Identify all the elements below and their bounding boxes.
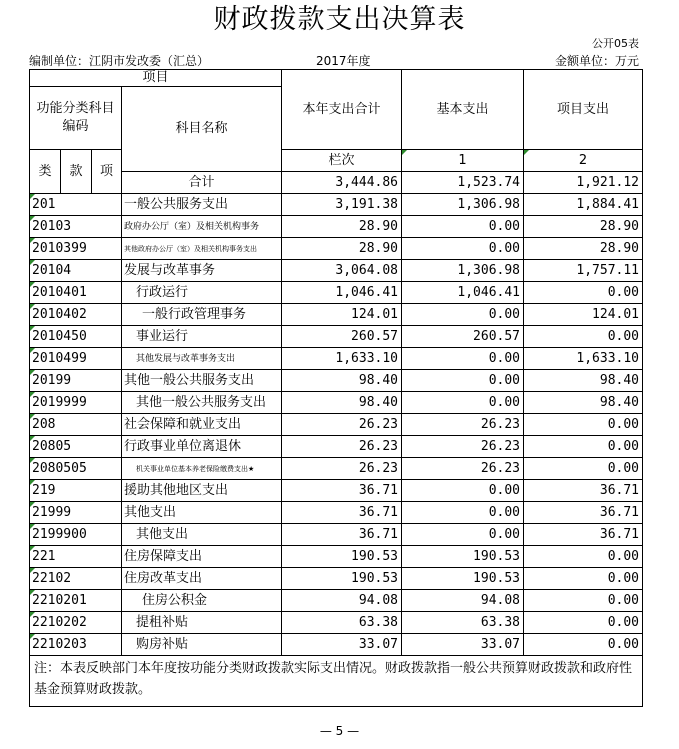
- row-basic: 0.00: [402, 502, 524, 524]
- table-row: [30, 414, 643, 436]
- row-project: 98.40: [524, 370, 643, 392]
- table-row: [30, 612, 643, 634]
- row-total: 26.23: [282, 414, 402, 436]
- table-row: [30, 348, 643, 370]
- row-basic: 0.00: [402, 348, 524, 370]
- row-total: 124.01: [282, 304, 402, 326]
- row-project: 0.00: [524, 612, 643, 634]
- row-name: 购房补贴: [122, 634, 282, 656]
- row-code: 221: [30, 546, 122, 568]
- row-project: 0.00: [524, 568, 643, 590]
- expenditure-table: [29, 69, 643, 707]
- row-basic: 26.23: [402, 436, 524, 458]
- table-row: [30, 392, 643, 414]
- row-total: 26.23: [282, 458, 402, 480]
- row-code: 208: [30, 414, 122, 436]
- table-row: [30, 282, 643, 304]
- row-name: 住房公积金: [122, 590, 282, 612]
- row-basic: 0.00: [402, 216, 524, 238]
- row-code: 2199900: [30, 524, 122, 546]
- row-project: 1,757.11: [524, 260, 643, 282]
- header-xiang: 项: [92, 150, 122, 194]
- row-total: 98.40: [282, 392, 402, 414]
- row-project: 28.90: [524, 238, 643, 260]
- total-label: 合计: [122, 172, 282, 194]
- row-code: 22102: [30, 568, 122, 590]
- row-name: 其他支出: [122, 524, 282, 546]
- row-total: 1,633.10: [282, 348, 402, 370]
- row-total: 190.53: [282, 546, 402, 568]
- page-number: — 5 —: [319, 724, 360, 738]
- row-name: 发展与改革事务: [122, 260, 282, 282]
- row-project: 1,633.10: [524, 348, 643, 370]
- row-basic: 26.23: [402, 414, 524, 436]
- total-basic: 1,523.74: [402, 172, 524, 194]
- row-total: 26.23: [282, 436, 402, 458]
- total-sum: 3,444.86: [282, 172, 402, 194]
- row-name: 机关事业单位基本养老保险缴费支出★: [122, 458, 282, 480]
- reporting-unit: 编制单位：江阴市发改委（汇总）: [29, 54, 210, 68]
- row-name: 其他政府办公厅（室）及相关机构事务支出: [122, 238, 282, 260]
- row-total: 63.38: [282, 612, 402, 634]
- row-project: 0.00: [524, 590, 643, 612]
- row-code: 2010402: [30, 304, 122, 326]
- header-func-code: 功能分类科目编码: [30, 87, 122, 150]
- row-project: 0.00: [524, 546, 643, 568]
- row-basic: 1,046.41: [402, 282, 524, 304]
- table-row: [30, 480, 643, 502]
- row-code: 20104: [30, 260, 122, 282]
- header-col2: 2: [524, 150, 643, 172]
- row-project: 36.71: [524, 502, 643, 524]
- row-basic: 0.00: [402, 480, 524, 502]
- report-title: 财政拨款支出决算表: [213, 4, 466, 35]
- row-total: 98.40: [282, 370, 402, 392]
- table-row: [30, 194, 643, 216]
- header-col1: 1: [402, 150, 524, 172]
- row-total: 190.53: [282, 568, 402, 590]
- row-name: 政府办公厅（室）及相关机构事务: [122, 216, 282, 238]
- row-total: 36.71: [282, 480, 402, 502]
- row-total: 1,046.41: [282, 282, 402, 304]
- header-basic-col: 基本支出: [402, 70, 524, 150]
- row-code: 201: [30, 194, 122, 216]
- row-basic: 260.57: [402, 326, 524, 348]
- row-name: 其他一般公共服务支出: [122, 392, 282, 414]
- table-row: [30, 436, 643, 458]
- table-row: [30, 326, 643, 348]
- row-basic: 190.53: [402, 568, 524, 590]
- table-row: [30, 634, 643, 656]
- row-code: 2019999: [30, 392, 122, 414]
- row-project: 98.40: [524, 392, 643, 414]
- table-row: [30, 370, 643, 392]
- row-basic: 63.38: [402, 612, 524, 634]
- row-name: 提租补贴: [122, 612, 282, 634]
- header-item: 项目: [30, 70, 282, 87]
- row-code: 2010399: [30, 238, 122, 260]
- header-project-col: 项目支出: [524, 70, 643, 150]
- row-basic: 0.00: [402, 370, 524, 392]
- row-project: 0.00: [524, 634, 643, 656]
- table-note: 注：本表反映部门本年度按功能分类财政拨款实际支出情况。财政拨款指一般公共预算财政拨款和政府性基金预算财政拨款。: [30, 656, 643, 707]
- header-name: 科目名称: [122, 87, 282, 172]
- form-number: 公开05表: [592, 37, 639, 50]
- row-project: 36.71: [524, 524, 643, 546]
- row-project: 1,884.41: [524, 194, 643, 216]
- row-total: 260.57: [282, 326, 402, 348]
- row-name: 社会保障和就业支出: [122, 414, 282, 436]
- row-name: 行政事业单位离退休: [122, 436, 282, 458]
- header-lei: 类: [30, 150, 61, 194]
- table-row: [30, 238, 643, 260]
- row-code: 20199: [30, 370, 122, 392]
- header-kuan: 款: [61, 150, 92, 194]
- row-code: 2010401: [30, 282, 122, 304]
- row-basic: 1,306.98: [402, 194, 524, 216]
- row-name: 住房改革支出: [122, 568, 282, 590]
- row-basic: 33.07: [402, 634, 524, 656]
- table-row: [30, 304, 643, 326]
- fiscal-year: 2017年度: [316, 54, 371, 68]
- row-project: 28.90: [524, 216, 643, 238]
- row-code: 2210203: [30, 634, 122, 656]
- row-name: 住房保障支出: [122, 546, 282, 568]
- table-row: [30, 524, 643, 546]
- table-row: [30, 502, 643, 524]
- row-code: 2010450: [30, 326, 122, 348]
- table-row: [30, 568, 643, 590]
- table-row: [30, 260, 643, 282]
- row-total: 3,191.38: [282, 194, 402, 216]
- total-project: 1,921.12: [524, 172, 643, 194]
- row-total: 36.71: [282, 524, 402, 546]
- row-project: 124.01: [524, 304, 643, 326]
- row-basic: 1,306.98: [402, 260, 524, 282]
- row-project: 0.00: [524, 414, 643, 436]
- row-basic: 94.08: [402, 590, 524, 612]
- row-basic: 0.00: [402, 524, 524, 546]
- row-code: 219: [30, 480, 122, 502]
- row-total: 28.90: [282, 238, 402, 260]
- row-code: 20805: [30, 436, 122, 458]
- table-row: [30, 216, 643, 238]
- row-name: 其他支出: [122, 502, 282, 524]
- row-name: 一般行政管理事务: [122, 304, 282, 326]
- row-project: 36.71: [524, 480, 643, 502]
- row-total: 3,064.08: [282, 260, 402, 282]
- row-basic: 190.53: [402, 546, 524, 568]
- row-code: 20103: [30, 216, 122, 238]
- row-total: 94.08: [282, 590, 402, 612]
- row-name: 其他发展与改革事务支出: [122, 348, 282, 370]
- money-unit: 金额单位：万元: [554, 54, 639, 68]
- row-basic: 0.00: [402, 238, 524, 260]
- row-name: 事业运行: [122, 326, 282, 348]
- row-code: 21999: [30, 502, 122, 524]
- row-code: 2210202: [30, 612, 122, 634]
- row-basic: 0.00: [402, 304, 524, 326]
- row-name: 行政运行: [122, 282, 282, 304]
- header-total-col: 本年支出合计: [282, 70, 402, 150]
- row-project: 0.00: [524, 458, 643, 480]
- row-name: 其他一般公共服务支出: [122, 370, 282, 392]
- row-name: 一般公共服务支出: [122, 194, 282, 216]
- row-total: 28.90: [282, 216, 402, 238]
- table-row: [30, 458, 643, 480]
- row-basic: 0.00: [402, 392, 524, 414]
- table-row: [30, 546, 643, 568]
- row-code: 2010499: [30, 348, 122, 370]
- row-project: 0.00: [524, 282, 643, 304]
- row-name: 援助其他地区支出: [122, 480, 282, 502]
- row-total: 36.71: [282, 502, 402, 524]
- row-total: 33.07: [282, 634, 402, 656]
- row-code: 2210201: [30, 590, 122, 612]
- row-project: 0.00: [524, 436, 643, 458]
- row-code: 2080505: [30, 458, 122, 480]
- row-basic: 26.23: [402, 458, 524, 480]
- row-project: 0.00: [524, 326, 643, 348]
- table-row: [30, 590, 643, 612]
- header-lanci: 栏次: [282, 150, 402, 172]
